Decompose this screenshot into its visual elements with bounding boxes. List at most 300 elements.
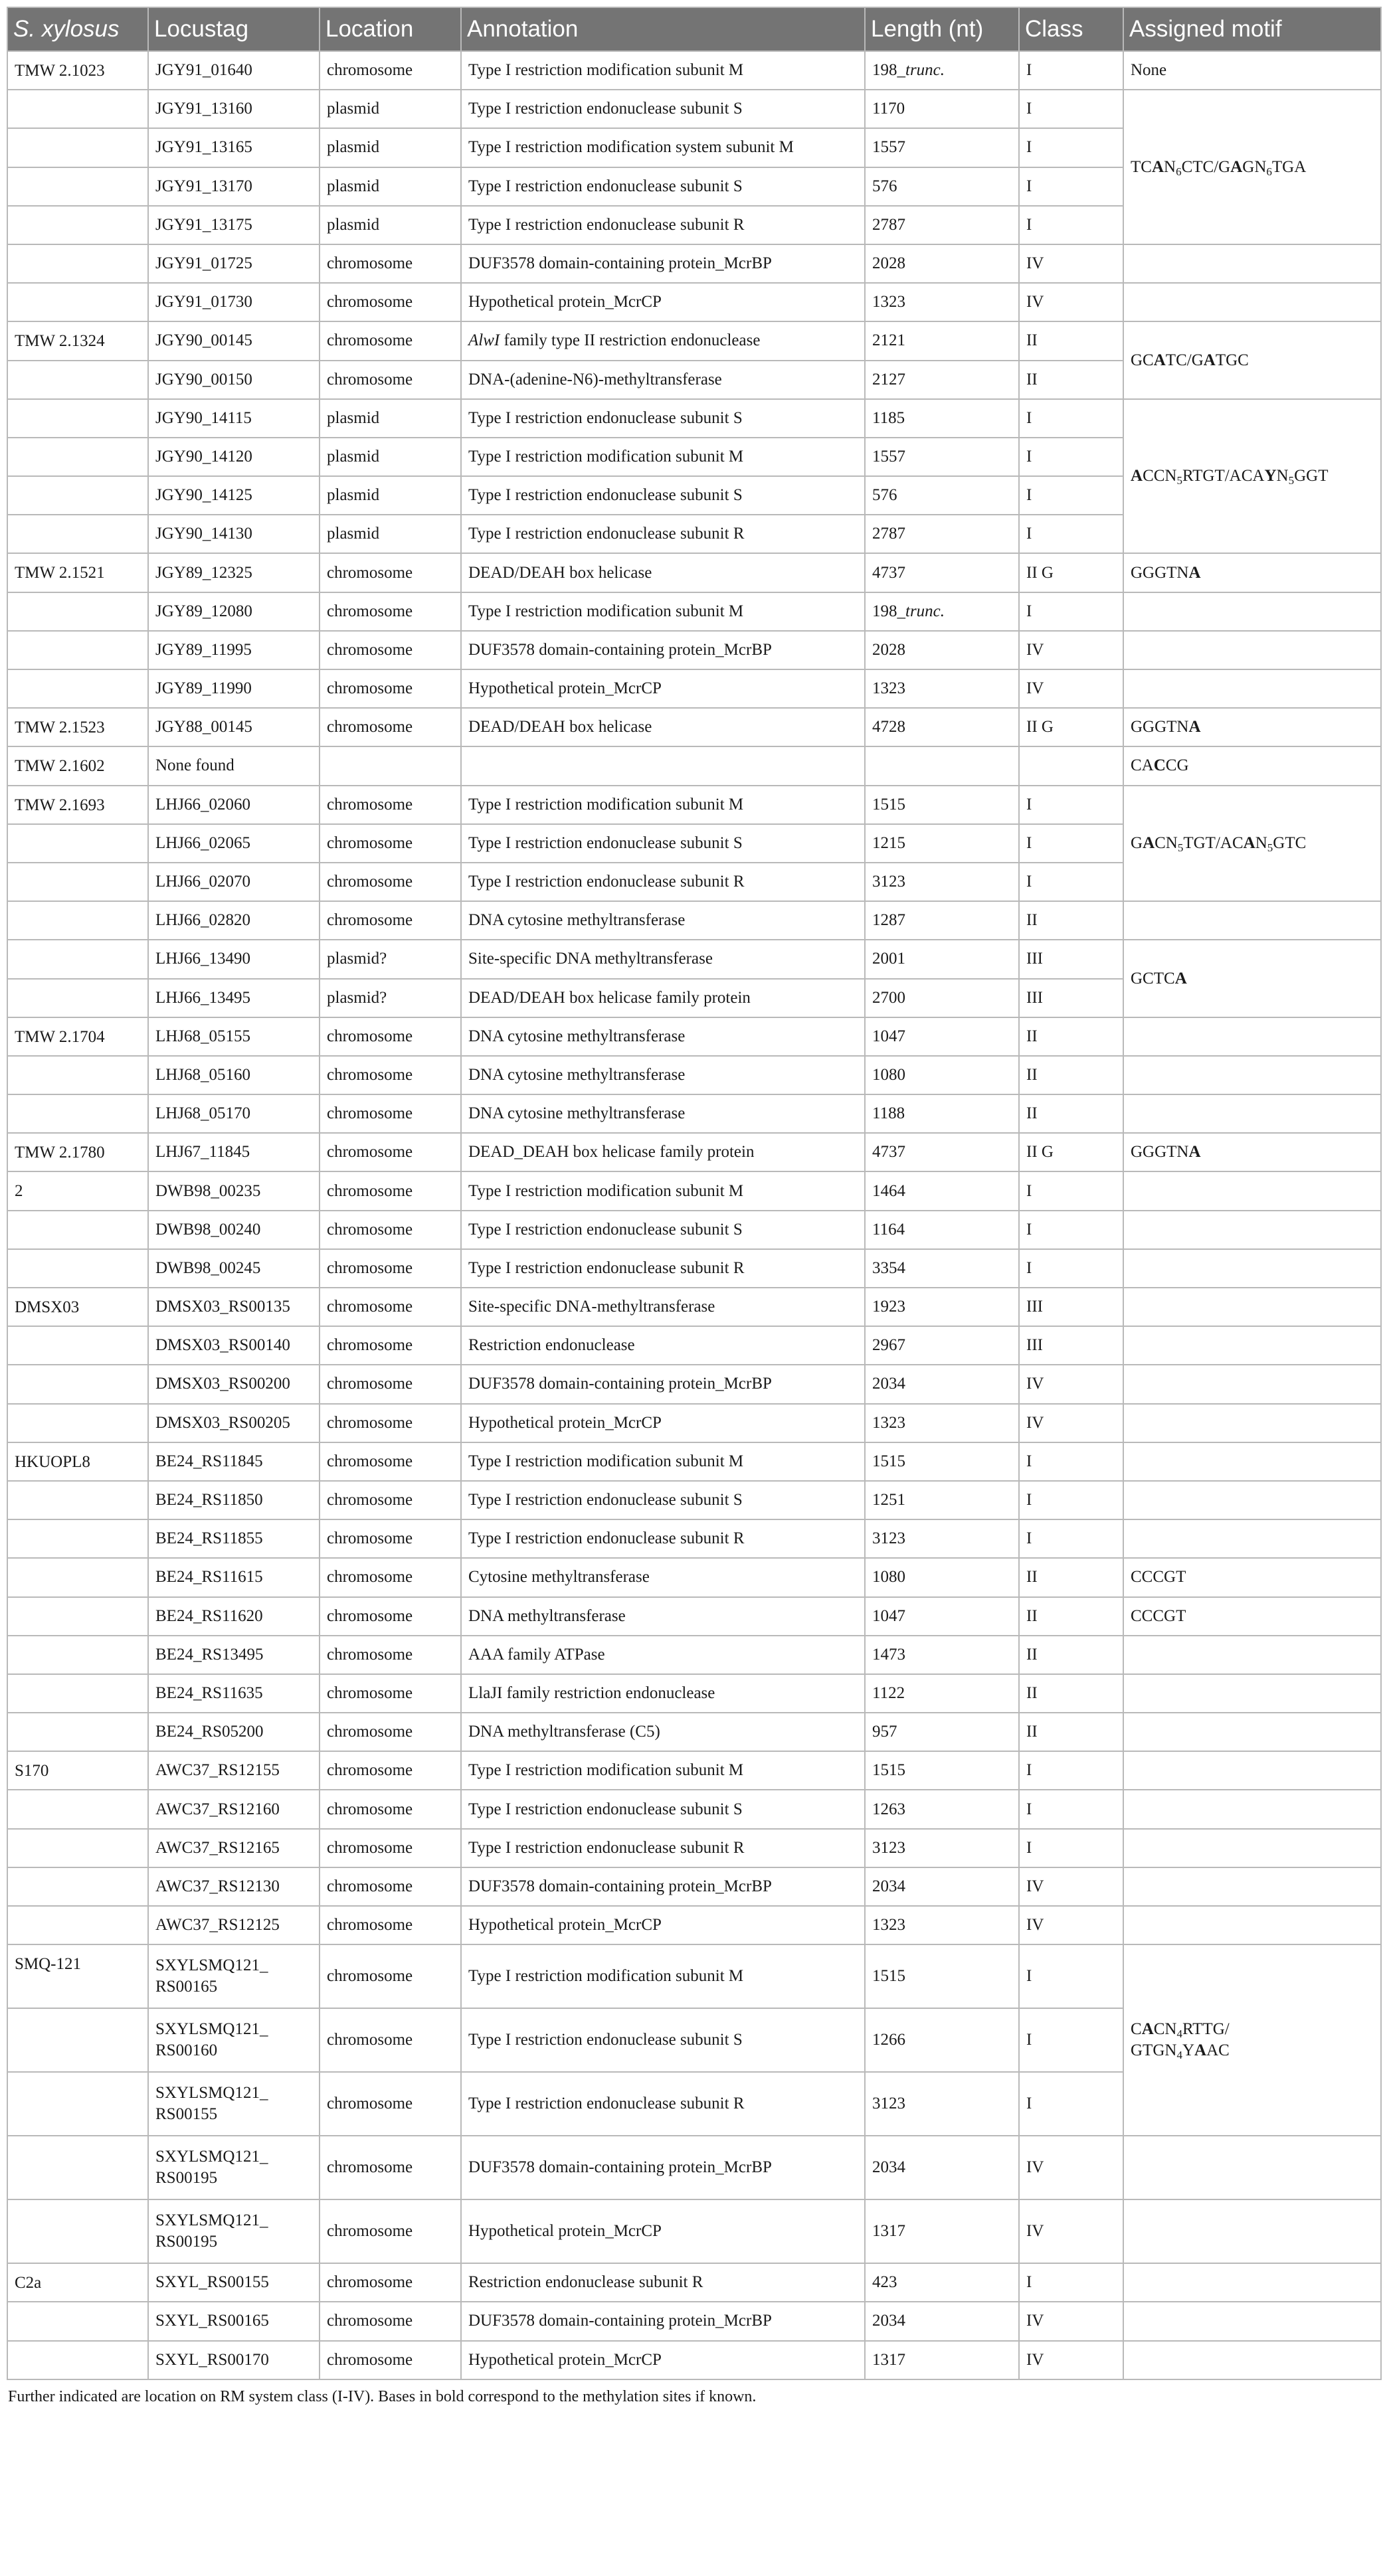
length-value: 1923 — [872, 1298, 905, 1316]
length-cell — [865, 1944, 1019, 2008]
location-cell: chromosome — [320, 2072, 461, 2136]
locustag-text: AWC37_RS12160 — [155, 1800, 280, 1818]
length-cell — [865, 669, 1019, 708]
locustag-cell — [148, 2008, 320, 2072]
class-cell: II — [1019, 1056, 1123, 1094]
motif-part: CA — [1131, 756, 1154, 775]
length-cell — [865, 1404, 1019, 1442]
species-cell — [7, 1944, 148, 2008]
motif-cell — [1123, 940, 1381, 1017]
location-cell: chromosome — [320, 1442, 461, 1481]
motif-cell — [1123, 1017, 1381, 1056]
length-cell — [865, 1133, 1019, 1171]
location-cell: chromosome — [320, 1404, 461, 1442]
annotation-text: Restriction endonuclease — [468, 1336, 635, 1355]
annotation-cell — [461, 1171, 865, 1210]
length-value: 1317 — [872, 2350, 905, 2369]
length-cell — [865, 901, 1019, 940]
class-cell: I — [1019, 90, 1123, 128]
length-cell — [865, 592, 1019, 631]
header-motif: Assigned motif — [1123, 7, 1381, 51]
table-row — [7, 1442, 1381, 1481]
table-row — [7, 553, 1381, 592]
annotation-cell — [461, 708, 865, 746]
species-cell — [7, 2136, 148, 2199]
length-cell — [865, 283, 1019, 321]
length-cell — [865, 51, 1019, 90]
annotation-cell — [461, 940, 865, 978]
location-cell: chromosome — [320, 669, 461, 708]
strain-label: 2 — [15, 1182, 23, 1201]
locustag-text: LHJ68_05155 — [155, 1027, 251, 1045]
motif-part: N — [1276, 467, 1289, 485]
motif-part: GGT — [1294, 467, 1329, 485]
table-row — [7, 786, 1381, 824]
location-cell: chromosome — [320, 553, 461, 592]
annotation-cell — [461, 1249, 865, 1288]
motif-part: RTGT/ACA — [1182, 467, 1265, 485]
length-cell — [865, 2008, 1019, 2072]
locustag-text: DMSX03_RS00200 — [155, 1375, 290, 1393]
location-cell: chromosome — [320, 1171, 461, 1210]
locustag-cell — [148, 592, 320, 631]
species-cell — [7, 2008, 148, 2072]
location-cell: chromosome — [320, 1017, 461, 1056]
annotation-text: Hypothetical protein_McrCP — [468, 1413, 662, 1432]
annotation-cell — [461, 206, 865, 244]
species-cell — [7, 2263, 148, 2302]
motif-part: 4 — [1176, 2027, 1182, 2041]
motif-cell — [1123, 1171, 1381, 1210]
location-cell: chromosome — [320, 2302, 461, 2340]
locustag-cell — [148, 1404, 320, 1442]
location-cell: chromosome — [320, 1519, 461, 1558]
locustag-cell — [148, 438, 320, 476]
motif-cell — [1123, 2263, 1381, 2302]
locustag-cell — [148, 2072, 320, 2136]
species-cell — [7, 1056, 148, 1094]
annotation-text: DUF3578 domain-containing protein_McrBP — [468, 254, 772, 273]
species-cell — [7, 128, 148, 167]
length-cell — [865, 863, 1019, 901]
species-cell — [7, 244, 148, 283]
locustag-text: DMSX03_RS00205 — [155, 1413, 290, 1432]
location-cell: chromosome — [320, 708, 461, 746]
locustag-cell — [148, 515, 320, 553]
species-cell — [7, 361, 148, 399]
length-cell — [865, 476, 1019, 515]
length-cell — [865, 1249, 1019, 1288]
class-cell: I — [1019, 167, 1123, 206]
header-species: S. xylosus — [7, 7, 148, 51]
class-cell: II G — [1019, 1133, 1123, 1171]
locustag-cell — [148, 1326, 320, 1365]
motif-part: 5 — [1288, 474, 1295, 487]
location-cell: chromosome — [320, 1790, 461, 1828]
annotation-italic: AlwI — [468, 331, 500, 350]
annotation-cell — [461, 1597, 865, 1636]
locustag-text: JGY91_01640 — [155, 61, 252, 80]
locustag-cell — [148, 128, 320, 167]
species-cell — [7, 863, 148, 901]
location-cell: plasmid — [320, 128, 461, 167]
annotation-text: Hypothetical protein_McrCP — [468, 679, 662, 698]
locustag-cell — [148, 2341, 320, 2379]
locustag-text-cont: RS00165 — [155, 1978, 218, 1996]
header-location: Location — [320, 7, 461, 51]
length-value: 2034 — [872, 2312, 905, 2330]
annotation-cell — [461, 1944, 865, 2008]
locustag-cell — [148, 1829, 320, 1867]
location-cell: chromosome — [320, 321, 461, 360]
locustag-cell — [148, 1906, 320, 1944]
length-cell — [865, 1481, 1019, 1519]
table-row — [7, 1094, 1381, 1133]
annotation-text: Type I restriction endonuclease subunit R — [468, 215, 745, 234]
table-row — [7, 1056, 1381, 1094]
annotation-text: Type I restriction modification subunit M — [468, 61, 744, 80]
annotation-cell — [461, 1558, 865, 1596]
motif-part: CCCGT — [1131, 1606, 1186, 1625]
annotation-cell — [461, 1481, 865, 1519]
strain-label: TMW 2.1704 — [15, 1027, 105, 1046]
length-value: 1080 — [872, 1568, 905, 1587]
motif-part: GGGTN — [1131, 718, 1189, 736]
strain-label: TMW 2.1602 — [15, 757, 105, 776]
locustag-text: SXYLSMQ121_ — [155, 1956, 268, 1975]
location-cell: chromosome — [320, 2199, 461, 2263]
motif-cell — [1123, 708, 1381, 746]
length-cell — [865, 1056, 1019, 1094]
locustag-cell — [148, 206, 320, 244]
table-row — [7, 1674, 1381, 1713]
length-cell — [865, 2263, 1019, 2302]
annotation-cell — [461, 1211, 865, 1249]
class-cell: I — [1019, 1519, 1123, 1558]
locustag-text: JGY91_13165 — [155, 138, 252, 157]
locustag-text: BE24_RS11635 — [155, 1683, 263, 1702]
locustag-text: LHJ66_02060 — [155, 795, 251, 814]
motif-cell — [1123, 1674, 1381, 1713]
motif-part: GGGTN — [1131, 563, 1189, 582]
table-row — [7, 1288, 1381, 1326]
species-cell — [7, 1597, 148, 1636]
location-cell: chromosome — [320, 1674, 461, 1713]
locustag-text: LHJ68_05170 — [155, 1104, 251, 1123]
locustag-text: LHJ66_02820 — [155, 911, 251, 930]
annotation-cell — [461, 2341, 865, 2379]
locustag-text: BE24_RS13495 — [155, 1645, 264, 1664]
length-value: 957 — [872, 1723, 897, 1741]
length-value: 1251 — [872, 1491, 905, 1509]
length-value: 576 — [872, 177, 897, 195]
annotation-text: Type I restriction modification subunit M — [468, 1967, 744, 1986]
locustag-text: JGY90_14125 — [155, 486, 252, 505]
length-cell — [865, 1790, 1019, 1828]
class-cell: I — [1019, 1249, 1123, 1288]
table-footnote: Further indicated are location on RM system class (I-IV). Bases in bold correspond to the methylation sites if known. — [8, 2387, 757, 2405]
class-cell: I — [1019, 128, 1123, 167]
locustag-text-cont: RS00195 — [155, 2233, 218, 2251]
locustag-cell — [148, 1481, 320, 1519]
length-value: 2001 — [872, 950, 905, 968]
length-cell — [865, 979, 1019, 1017]
motif-part: AC — [1206, 2041, 1230, 2060]
annotation-text: Type I restriction modification subunit M — [468, 1761, 744, 1780]
motif-part: N — [1164, 157, 1176, 176]
table-row — [7, 1867, 1381, 1906]
annotation-cell — [461, 1519, 865, 1558]
motif-part: GCTC — [1131, 969, 1175, 987]
location-cell: chromosome — [320, 1326, 461, 1365]
table-row — [7, 1211, 1381, 1249]
length-value: 1323 — [872, 1413, 905, 1432]
class-cell: I — [1019, 592, 1123, 631]
length-value: 2121 — [872, 331, 905, 350]
annotation-text: DNA methyltransferase — [468, 1606, 626, 1625]
location-cell: plasmid — [320, 206, 461, 244]
locustag-text: AWC37_RS12165 — [155, 1838, 280, 1857]
locustag-cell — [148, 1133, 320, 1171]
length-cell — [865, 2136, 1019, 2199]
locustag-cell — [148, 1365, 320, 1403]
locustag-text: LHJ66_02065 — [155, 833, 251, 852]
annotation-text: DEAD/DEAH box helicase family protein — [468, 988, 751, 1007]
annotation-cell — [461, 824, 865, 863]
annotation-cell — [461, 361, 865, 399]
locustag-cell — [148, 786, 320, 824]
length-value: 1323 — [872, 1916, 905, 1934]
species-cell — [7, 167, 148, 206]
table-row — [7, 1326, 1381, 1365]
class-cell: II — [1019, 1094, 1123, 1133]
locustag-text: DWB98_00245 — [155, 1258, 261, 1277]
motif-cell — [1123, 1481, 1381, 1519]
locustag-text: LHJ66_02070 — [155, 873, 251, 891]
length-cell — [865, 940, 1019, 978]
motif-cell — [1123, 1326, 1381, 1365]
motif-cell — [1123, 1365, 1381, 1403]
locustag-text: SXYLSMQ121_ — [155, 2084, 268, 2103]
annotation-text: DUF3578 domain-containing protein_McrBP — [468, 2158, 772, 2177]
length-value: 198_ — [872, 61, 905, 80]
annotation-cell — [461, 669, 865, 708]
location-cell: chromosome — [320, 2263, 461, 2302]
class-cell: I — [1019, 1944, 1123, 2008]
location-cell: plasmid? — [320, 979, 461, 1017]
motif-part: A — [1188, 1143, 1201, 1161]
annotation-cell — [461, 1636, 865, 1674]
location-cell: chromosome — [320, 361, 461, 399]
annotation-text: Hypothetical protein_McrCP — [468, 2222, 662, 2241]
length-cell — [865, 399, 1019, 438]
length-value: 4728 — [872, 718, 905, 736]
annotation-text: Type I restriction endonuclease subunit S — [468, 1800, 743, 1818]
motif-cell — [1123, 51, 1381, 90]
species-cell — [7, 283, 148, 321]
location-cell: chromosome — [320, 631, 461, 669]
length-value: 2034 — [872, 2158, 905, 2177]
strain-label: C2a — [15, 2274, 42, 2292]
length-cell — [865, 631, 1019, 669]
motif-part: None — [1131, 61, 1167, 80]
locustag-cell — [148, 901, 320, 940]
location-cell: chromosome — [320, 1558, 461, 1596]
class-cell: I — [1019, 1211, 1123, 1249]
motif-cell — [1123, 592, 1381, 631]
motif-part: A — [1153, 351, 1166, 369]
motif-part: A — [1230, 157, 1243, 176]
table-row — [7, 901, 1381, 940]
class-cell: II — [1019, 1017, 1123, 1056]
motif-cell — [1123, 1288, 1381, 1326]
annotation-cell — [461, 2199, 865, 2263]
length-value: 1215 — [872, 833, 905, 852]
table-row — [7, 708, 1381, 746]
locustag-cell — [148, 1519, 320, 1558]
table-row — [7, 631, 1381, 669]
species-cell — [7, 631, 148, 669]
length-cell — [865, 1365, 1019, 1403]
annotation-cell — [461, 1288, 865, 1326]
annotation-text: LlaJI family restriction endonuclease — [468, 1683, 715, 1702]
locustag-text: AWC37_RS12130 — [155, 1877, 280, 1895]
motif-part: RTTG/ — [1182, 2020, 1230, 2039]
motif-part: 5 — [1176, 474, 1182, 487]
length-cell — [865, 167, 1019, 206]
location-cell: chromosome — [320, 1829, 461, 1867]
location-cell: chromosome — [320, 2008, 461, 2072]
motif-part: GTGN — [1131, 2041, 1177, 2060]
motif-part: 4 — [1176, 2049, 1182, 2062]
locustag-cell — [148, 1094, 320, 1133]
species-cell — [7, 1558, 148, 1596]
length-cell — [865, 1288, 1019, 1326]
class-cell: III — [1019, 979, 1123, 1017]
annotation-text: DNA cytosine methyltransferase — [468, 1027, 686, 1045]
header-class: Class — [1019, 7, 1123, 51]
locustag-cell — [148, 669, 320, 708]
species-cell — [7, 1906, 148, 1944]
location-cell: chromosome — [320, 1249, 461, 1288]
species-cell — [7, 1481, 148, 1519]
locustag-text: JGY89_11990 — [155, 679, 252, 698]
table-row — [7, 321, 1381, 360]
locustag-cell — [148, 553, 320, 592]
location-cell: chromosome — [320, 1751, 461, 1790]
locustag-text-cont: RS00160 — [155, 2041, 218, 2060]
annotation-text: DNA cytosine methyltransferase — [468, 1104, 686, 1123]
annotation-text: Type I restriction endonuclease subunit R — [468, 2095, 745, 2113]
length-cell — [865, 321, 1019, 360]
length-cell — [865, 1636, 1019, 1674]
species-cell — [7, 476, 148, 515]
length-cell — [865, 1558, 1019, 1596]
motif-cell — [1123, 1558, 1381, 1596]
locustag-cell — [148, 2263, 320, 2302]
length-note: trunc. — [905, 602, 945, 620]
locustag-cell — [148, 1636, 320, 1674]
motif-cell — [1123, 283, 1381, 321]
locustag-text: LHJ66_13490 — [155, 950, 251, 968]
annotation-cell — [461, 1751, 865, 1790]
species-cell — [7, 824, 148, 863]
length-cell — [865, 1829, 1019, 1867]
annotation-cell — [461, 283, 865, 321]
motif-part: A — [1151, 157, 1164, 176]
annotation-text: DUF3578 domain-containing protein_McrBP — [468, 2312, 772, 2330]
species-cell — [7, 1365, 148, 1403]
annotation-text: DUF3578 domain-containing protein_McrBP — [468, 640, 772, 659]
annotation-cell — [461, 90, 865, 128]
species-cell — [7, 51, 148, 90]
annotation-cell — [461, 1365, 865, 1403]
species-cell — [7, 979, 148, 1017]
annotation-cell — [461, 51, 865, 90]
length-value: 1557 — [872, 138, 905, 157]
locustag-text: SXYL_RS00155 — [155, 2273, 269, 2292]
motif-cell — [1123, 901, 1381, 940]
class-cell: IV — [1019, 2341, 1123, 2379]
strain-label: SMQ-121 — [15, 1955, 82, 1974]
annotation-text: AAA family ATPase — [468, 1645, 605, 1664]
annotation-text: Type I restriction endonuclease subunit S — [468, 177, 743, 195]
annotation-cell — [461, 1094, 865, 1133]
length-value: 1164 — [872, 1220, 905, 1239]
locustag-cell — [148, 51, 320, 90]
class-cell: IV — [1019, 1404, 1123, 1442]
annotation-cell — [461, 2302, 865, 2340]
motif-cell — [1123, 1519, 1381, 1558]
table-row — [7, 1404, 1381, 1442]
table-row — [7, 2199, 1381, 2263]
length-value: 3123 — [872, 1529, 905, 1548]
location-cell: chromosome — [320, 1867, 461, 1906]
locustag-cell — [148, 361, 320, 399]
motif-part: TGC — [1215, 351, 1249, 369]
locustag-cell — [148, 824, 320, 863]
annotation-text: DUF3578 domain-containing protein_McrBP — [468, 1375, 772, 1393]
table-row — [7, 1133, 1381, 1171]
table-row — [7, 1713, 1381, 1751]
location-cell: chromosome — [320, 244, 461, 283]
class-cell: III — [1019, 1288, 1123, 1326]
species-cell — [7, 2341, 148, 2379]
table-row — [7, 1017, 1381, 1056]
locustag-text: LHJ68_05160 — [155, 1065, 251, 1084]
motif-cell — [1123, 1867, 1381, 1906]
length-value: 1473 — [872, 1645, 905, 1664]
locustag-cell — [148, 1288, 320, 1326]
motif-part: G — [1131, 833, 1143, 852]
locustag-text: BE24_RS11620 — [155, 1606, 263, 1625]
strain-label: TMW 2.1693 — [15, 796, 105, 814]
class-cell: IV — [1019, 2136, 1123, 2199]
locustag-cell — [148, 2136, 320, 2199]
location-cell: chromosome — [320, 283, 461, 321]
annotation-cell — [461, 2072, 865, 2136]
locustag-text: JGY90_00145 — [155, 331, 252, 350]
motif-part: A — [1188, 563, 1201, 582]
location-cell: chromosome — [320, 1713, 461, 1751]
class-cell: IV — [1019, 244, 1123, 283]
species-cell — [7, 321, 148, 360]
class-cell: I — [1019, 2263, 1123, 2302]
class-cell: I — [1019, 1790, 1123, 1828]
locustag-cell — [148, 1944, 320, 2008]
table-row — [7, 746, 1381, 785]
locustag-cell — [148, 1442, 320, 1481]
